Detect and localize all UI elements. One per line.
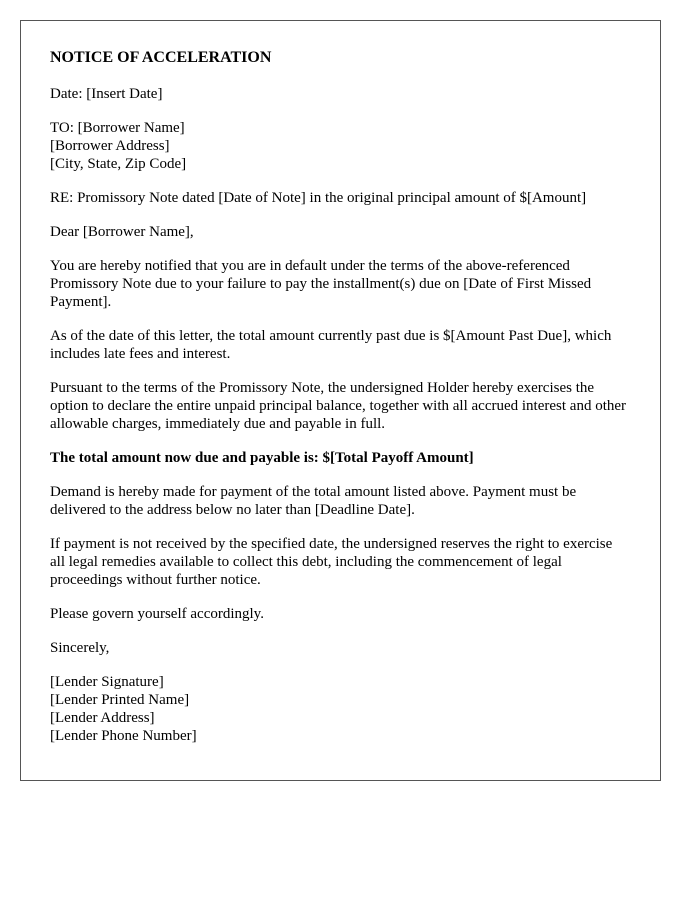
salutation: Dear [Borrower Name],: [50, 224, 194, 240]
recipient-city: [City, State, Zip Code]: [50, 156, 187, 172]
remedies-paragraph: If payment is not received by the specified date, the undersigned reserves the right to exercise all legal remedies available to collect this debt, including the commencement of legal proceedings without further notice.: [50, 536, 613, 588]
govern-paragraph: Please govern yourself accordingly.: [50, 606, 264, 622]
signature-block: [50, 673, 631, 745]
total-due-line: The total amount now due and payable is: $[Total Payoff Amount]: [50, 450, 474, 466]
acceleration-paragraph: Pursuant to the terms of the Promissory Note, the undersigned Holder hereby exercises the option to declare the entire unpaid principal balance, together with all accrued interest and other allowable charges, immediately due and payable in full.: [50, 380, 627, 432]
lender-signature: [Lender Signature]: [50, 674, 164, 690]
demand-paragraph: Demand is hereby made for payment of the total amount listed above. Payment must be delivered to the address below no later than [Deadline Date].: [50, 484, 577, 518]
recipient-name: TO: [Borrower Name]: [50, 120, 185, 136]
lender-phone: [Lender Phone Number]: [50, 728, 197, 744]
letter-document: [20, 20, 661, 781]
default-paragraph: You are hereby notified that you are in default under the terms of the above-referenced Promissory Note due to your failure to pay the installment(s) due on [Date of First Missed Payment].: [50, 258, 592, 310]
recipient-block: [50, 119, 631, 173]
closing: Sincerely,: [50, 640, 110, 656]
past-due-paragraph: As of the date of this letter, the total amount currently past due is $[Amount Past Due], which includes late fees and interest.: [50, 328, 612, 362]
recipient-address: [Borrower Address]: [50, 138, 170, 154]
lender-printed-name: [Lender Printed Name]: [50, 692, 190, 708]
document-title: NOTICE OF ACCELERATION: [50, 49, 272, 66]
re-line: RE: Promissory Note dated [Date of Note] in the original principal amount of $[Amount]: [50, 190, 587, 206]
date-line: Date: [Insert Date]: [50, 86, 163, 102]
lender-address: [Lender Address]: [50, 710, 155, 726]
